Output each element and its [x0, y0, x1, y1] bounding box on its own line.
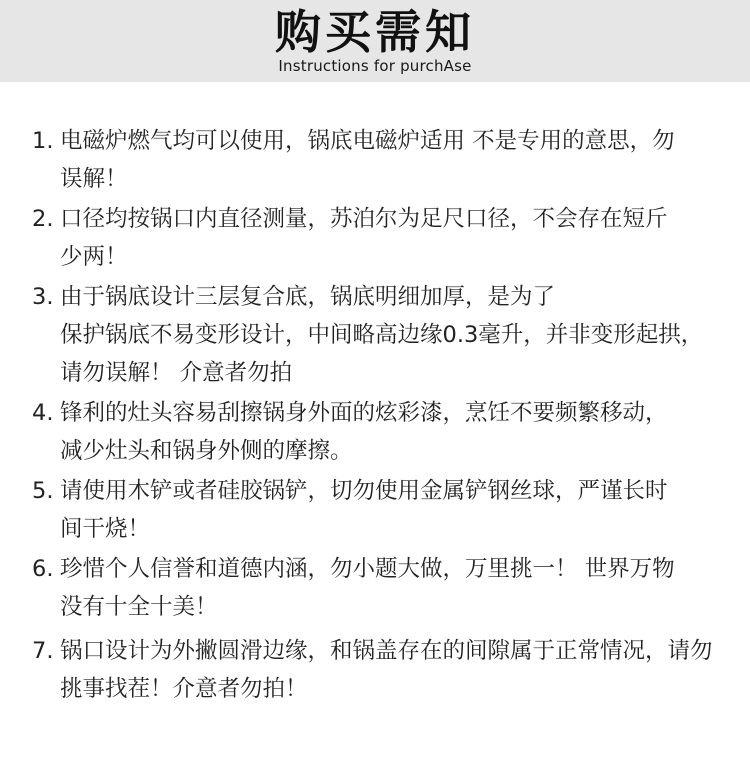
- item-text-line: 少两！: [60, 244, 128, 270]
- item-text-line: 保护锅底不易变形设计，中间略高边缘0.3毫升，并非变形起拱，: [60, 322, 704, 348]
- list-item: [32, 122, 732, 198]
- list-item: [32, 632, 732, 708]
- list-item: [32, 200, 732, 276]
- item-text-line: 请勿误解！ 介意者勿拍: [60, 360, 293, 386]
- list-item: [32, 394, 732, 470]
- item-text-line: 锅口设计为外撇圆滑边缘，和锅盖存在的间隙属于正常情况，请勿: [60, 638, 713, 664]
- item-text-line: 由于锅底设计三层复合底，锅底明细加厚，是为了: [60, 284, 556, 310]
- instructions-list: [32, 122, 732, 710]
- page-subtitle: Instructions for purchAse: [278, 57, 472, 75]
- item-text-line: 间干烧！: [60, 516, 151, 542]
- item-number: 1.: [32, 128, 54, 154]
- item-text-line: 珍惜个人信誉和道德内涵，勿小题大做，万里挑一！ 世界万物: [60, 556, 675, 582]
- list-item: [32, 472, 732, 548]
- item-text-line: 口径均按锅口内直径测量，苏泊尔为足尺口径，不会存在短斤: [60, 206, 668, 232]
- item-number: 3.: [32, 284, 54, 310]
- list-item: [32, 278, 732, 392]
- item-text-line: 没有十全十美！: [60, 594, 218, 620]
- item-number: 2.: [32, 206, 54, 232]
- item-number: 5.: [32, 478, 54, 504]
- header-banner: [0, 0, 750, 82]
- item-number: 6.: [32, 556, 54, 582]
- item-text-line: 电磁炉燃气均可以使用，锅底电磁炉适用 不是专用的意思，勿: [60, 128, 675, 154]
- item-text-line: 误解！: [60, 166, 128, 192]
- item-text-line: 锋利的灶头容易刮擦锅身外面的炫彩漆，烹饪不要频繁移动，: [60, 400, 668, 426]
- item-number: 7.: [32, 638, 54, 664]
- page-title: 购买需知: [275, 5, 475, 59]
- item-text-line: 挑事找茬！介意者勿拍！: [60, 676, 308, 702]
- item-text-line: 减少灶头和锅身外侧的摩擦。: [60, 438, 353, 464]
- item-number: 4.: [32, 400, 54, 426]
- item-text-line: 请使用木铲或者硅胶锅铲，切勿使用金属铲钢丝球，严谨长时: [60, 478, 668, 504]
- list-item: [32, 550, 732, 626]
